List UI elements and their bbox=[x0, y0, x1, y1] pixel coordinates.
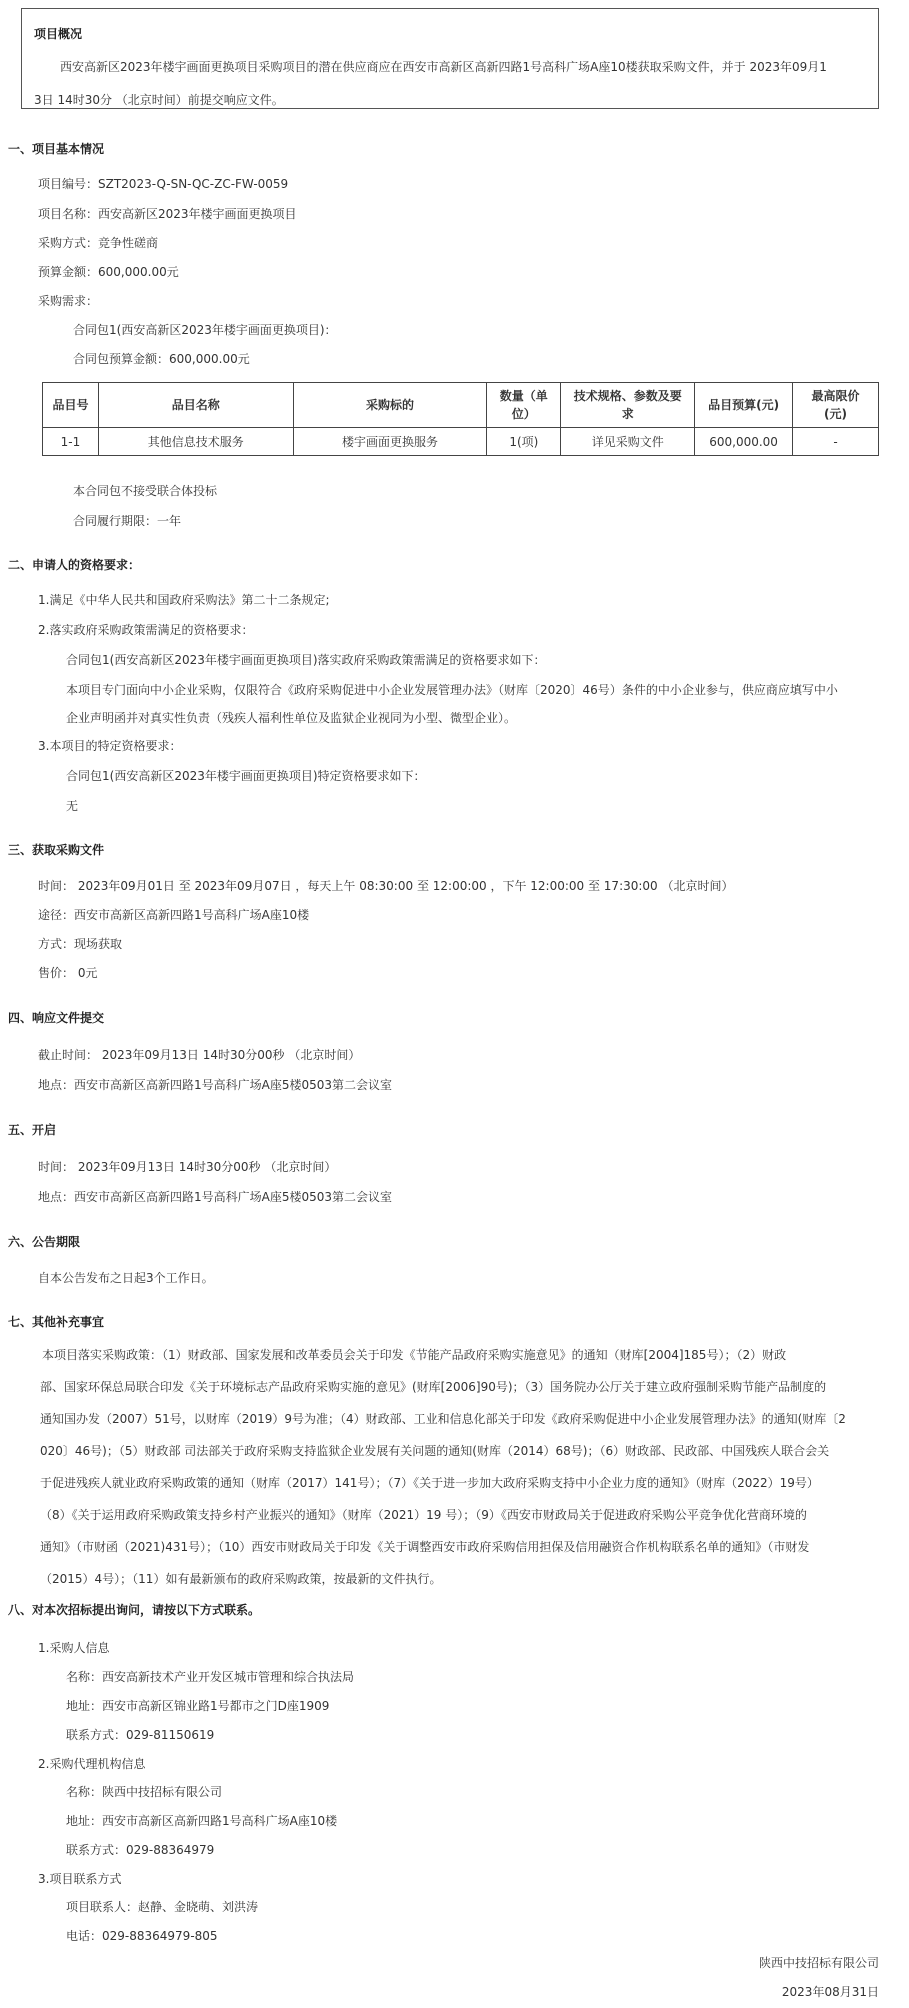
agency-phone: 联系方式：029-88364979 bbox=[66, 1843, 215, 1857]
policy-line: 通知国办发（2007）51号，以财库（2019）9号为准；（4）财政部、工业和信息化部关于印发《政府采购促进中小企业发展管理办法》的通知(财库〔2 bbox=[40, 1412, 846, 1426]
table-row bbox=[43, 428, 879, 456]
purchaser-phone: 联系方式：029-81150619 bbox=[66, 1728, 215, 1742]
project-overview-box bbox=[21, 8, 879, 109]
qualification-2-detail-1: 本项目专门面向中小企业采购，仅限符合《政府采购促进中小企业发展管理办法》（财库〔2020〕46号）条件的中小企业参与，供应商应填写中小 bbox=[66, 683, 838, 697]
opening-time: 时间： 2023年09月13日 14时30分00秒 （北京时间） bbox=[38, 1160, 337, 1174]
col-header: 品目名称 bbox=[98, 383, 293, 428]
policy-line: （8）《关于运用政府采购政策支持乡村产业振兴的通知》（财库（2021）19 号）；（9）《西安市财政局关于促进政府采购公平竞争优化营商环境的 bbox=[40, 1508, 807, 1522]
section-2-title: 二、申请人的资格要求： bbox=[8, 558, 141, 572]
policy-paragraph bbox=[42, 1339, 882, 1595]
table-cell: 1(项) bbox=[487, 428, 561, 456]
acquire-time: 时间： 2023年09月01日 至 2023年09月07日 ，每天上午 08:30:00 至 12:00:00 ，下午 12:00:00 至 17:30:00 （北京时间） bbox=[38, 879, 734, 893]
qualification-3-detail: 无 bbox=[66, 799, 79, 813]
document-price: 售价： 0元 bbox=[38, 966, 98, 980]
table-cell: 楼宇画面更换服务 bbox=[293, 428, 487, 456]
agency-heading: 2.采购代理机构信息 bbox=[38, 1757, 146, 1771]
acquire-mode: 方式：现场获取 bbox=[38, 937, 123, 951]
table-cell: 其他信息技术服务 bbox=[98, 428, 293, 456]
contract-package: 合同包1(西安高新区2023年楼宇画面更换项目)： bbox=[73, 323, 337, 337]
col-header: 最高限价 (元) bbox=[793, 383, 879, 428]
submit-deadline: 截止时间： 2023年09月13日 14时30分00秒 （北京时间） bbox=[38, 1048, 361, 1062]
qualification-2-detail-2: 企业声明函并对真实性负责（残疾人福利性单位及监狱企业视同为小型、微型企业）。 bbox=[66, 711, 517, 725]
qualification-2-package: 合同包1(西安高新区2023年楼宇画面更换项目)落实政府采购政策需满足的资格要求如下： bbox=[66, 653, 546, 667]
project-contact-phone: 电话：029-88364979-805 bbox=[66, 1929, 218, 1943]
purchaser-heading: 1.采购人信息 bbox=[38, 1641, 110, 1655]
budget-amount: 预算金额：600,000.00元 bbox=[38, 265, 179, 279]
policy-line: 通知》（市财函（2021)431号）；（10）西安市财政局关于印发《关于调整西安市政府采购信用担保及信用融资合作机构联系名单的通知》（市财发 bbox=[40, 1540, 810, 1554]
project-name: 项目名称：西安高新区2023年楼宇画面更换项目 bbox=[38, 207, 297, 221]
col-header: 品目号 bbox=[43, 383, 99, 428]
project-contact-heading: 3.项目联系方式 bbox=[38, 1872, 122, 1886]
footer-company: 陕西中技招标有限公司 bbox=[758, 1956, 879, 1970]
procurement-method: 采购方式：竞争性磋商 bbox=[38, 236, 159, 250]
col-header: 数量（单 位） bbox=[487, 383, 561, 428]
section-8-title: 八、对本次招标提出询问，请按以下方式联系。 bbox=[8, 1603, 261, 1617]
qualification-3: 3.本项目的特定资格要求： bbox=[38, 739, 182, 753]
table-header-row bbox=[43, 383, 879, 428]
project-contact-person: 项目联系人：赵静、金晓萌、刘洪涛 bbox=[66, 1900, 259, 1914]
section-3-title: 三、获取采购文件 bbox=[8, 843, 105, 857]
no-union-bid: 本合同包不接受联合体投标 bbox=[73, 484, 218, 498]
qualification-2: 2.落实政府采购政策需满足的资格要求： bbox=[38, 623, 254, 637]
policy-line: 本项目落实采购政策：（1）财政部、国家发展和改革委员会关于印发《节能产品政府采购实施意见》的通知（财库[2004]185号）；（2）财政 bbox=[42, 1348, 787, 1362]
package-budget: 合同包预算金额：600,000.00元 bbox=[73, 352, 250, 366]
col-header: 品目预算(元) bbox=[695, 383, 793, 428]
table-cell: 详见采购文件 bbox=[561, 428, 695, 456]
section-4-title: 四、响应文件提交 bbox=[8, 1011, 105, 1025]
purchaser-address: 地址：西安市高新区锦业路1号都市之门D座1909 bbox=[66, 1699, 330, 1713]
acquire-way: 途径：西安市高新区高新四路1号高科广场A座10楼 bbox=[38, 908, 310, 922]
qualification-3-package: 合同包1(西安高新区2023年楼宇画面更换项目)特定资格要求如下： bbox=[66, 769, 426, 783]
section-5-title: 五、开启 bbox=[8, 1123, 57, 1137]
qualification-1: 1.满足《中华人民共和国政府采购法》第二十二条规定; bbox=[38, 593, 330, 607]
table-cell: 1-1 bbox=[43, 428, 99, 456]
col-header: 采购标的 bbox=[293, 383, 487, 428]
policy-line: 020〕46号)；（5）财政部 司法部关于政府采购支持监狱企业发展有关问题的通知(财库（2014）68号)；（6）财政部、民政部、中国残疾人联合会关 bbox=[40, 1444, 830, 1458]
agency-address: 地址：西安市高新区高新四路1号高科广场A座10楼 bbox=[66, 1814, 338, 1828]
footer-date: 2023年08月31日 bbox=[781, 1985, 879, 1999]
overview-line-2: 3日 14时30分 （北京时间）前提交响应文件。 bbox=[34, 93, 284, 107]
items-table bbox=[42, 382, 879, 456]
contract-period: 合同履行期限：一年 bbox=[73, 514, 182, 528]
table-cell: 600,000.00 bbox=[695, 428, 793, 456]
section-6-title: 六、公告期限 bbox=[8, 1235, 81, 1249]
col-header: 技术规格、参数及要 求 bbox=[561, 383, 695, 428]
agency-name: 名称：陕西中技招标有限公司 bbox=[66, 1785, 223, 1799]
policy-line: 部、国家环保总局联合印发《关于环境标志产品政府采购实施的意见》(财库[2006]90号)；（3）国务院办公厅关于建立政府强制采购节能产品制度的 bbox=[40, 1380, 827, 1394]
overview-line-1: 西安高新区2023年楼宇画面更换项目采购项目的潜在供应商应在西安市高新区高新四路1号高科广场A座10楼获取采购文件，并于 2023年09月1 bbox=[60, 60, 827, 74]
opening-place: 地点：西安市高新区高新四路1号高科广场A座5楼0503第二会议室 bbox=[38, 1190, 393, 1204]
submit-place: 地点：西安市高新区高新四路1号高科广场A座5楼0503第二会议室 bbox=[38, 1078, 393, 1092]
purchaser-name: 名称：西安高新技术产业开发区城市管理和综合执法局 bbox=[66, 1670, 355, 1684]
policy-line: （2015）4号）；（11）如有最新颁布的政府采购政策，按最新的文件执行。 bbox=[40, 1572, 442, 1586]
announcement-period: 自本公告发布之日起3个工作日。 bbox=[38, 1271, 214, 1285]
procurement-need: 采购需求： bbox=[38, 294, 99, 308]
overview-title: 项目概况 bbox=[34, 27, 83, 41]
section-7-title: 七、其他补充事宜 bbox=[8, 1315, 105, 1329]
section-1-title: 一、项目基本情况 bbox=[8, 142, 105, 156]
table-cell: - bbox=[793, 428, 879, 456]
policy-line: 于促进残疾人就业政府采购政策的通知（财库（2017）141号）；（7）《关于进一步加大政府采购支持中小企业力度的通知》（财库（2022）19号） bbox=[40, 1476, 819, 1490]
project-code: 项目编号：SZT2023-Q-SN-QC-ZC-FW-0059 bbox=[38, 177, 289, 191]
